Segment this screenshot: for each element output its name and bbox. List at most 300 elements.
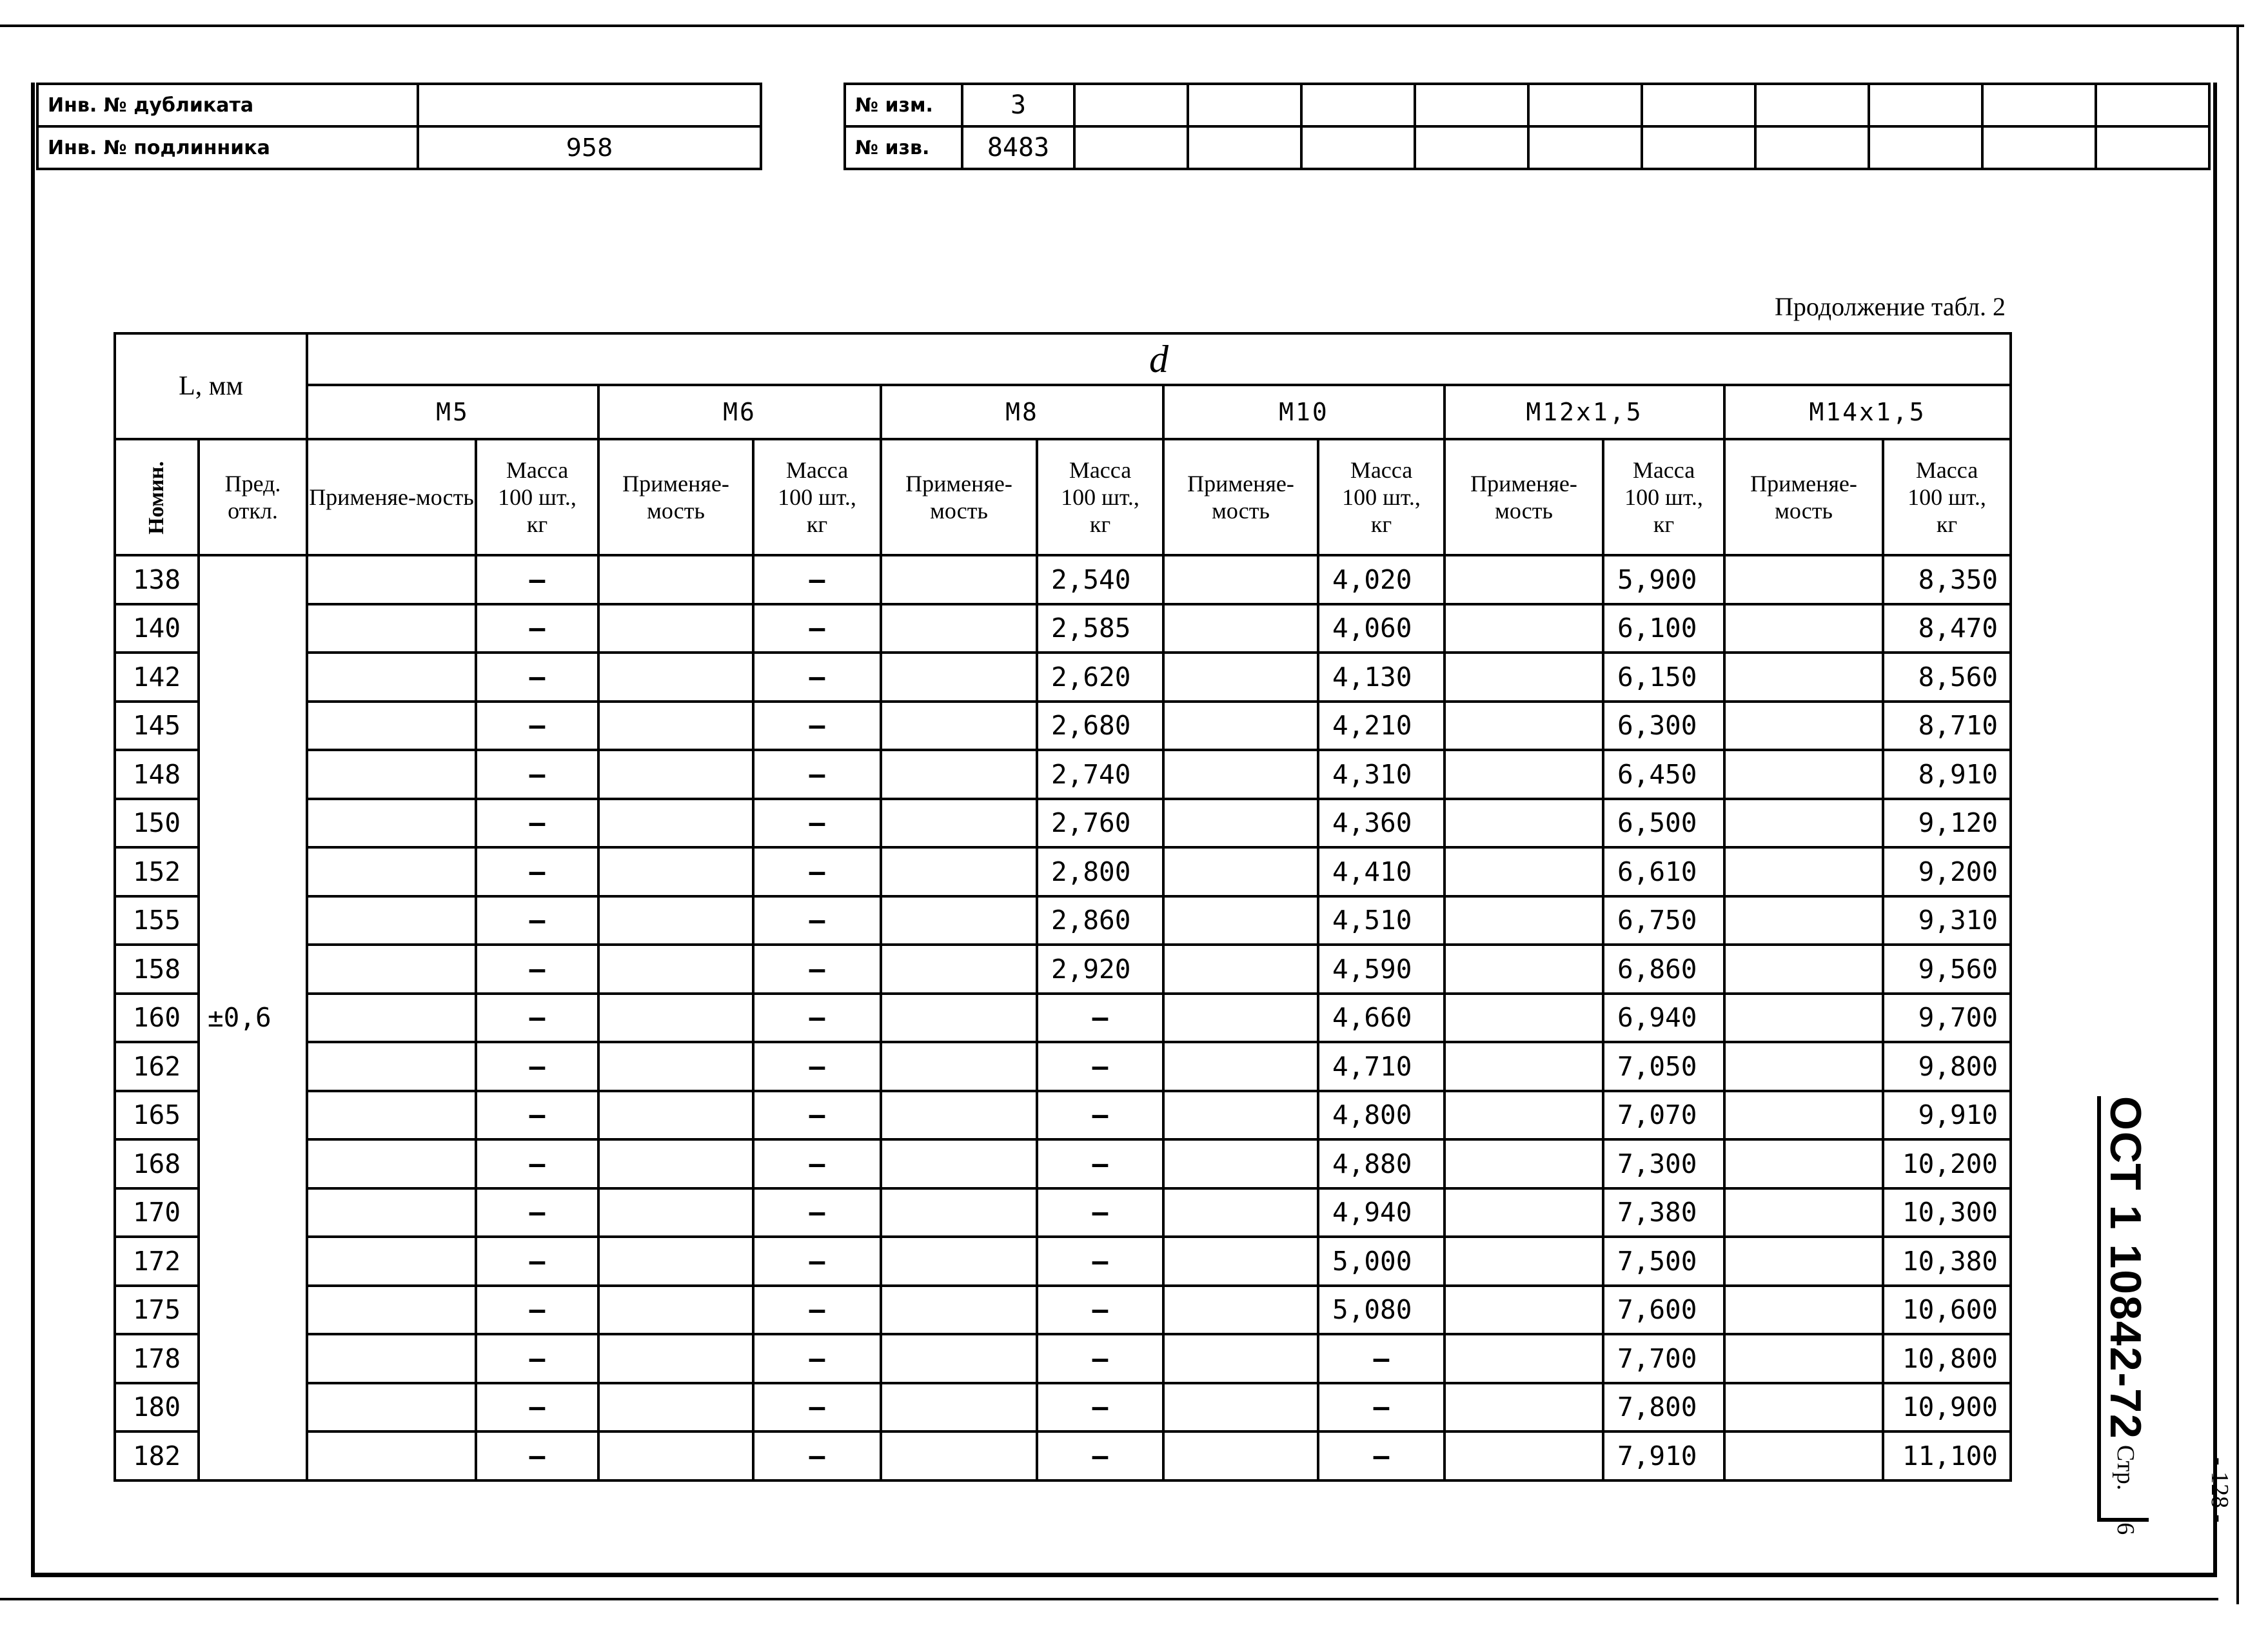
m12-mass: 6,860 (1603, 945, 1724, 994)
m6-applicability (598, 1431, 753, 1480)
table-row (115, 945, 2011, 994)
m12-applicability (1445, 1334, 1603, 1383)
m5-applicability (307, 653, 476, 702)
m6-applicability (598, 799, 753, 848)
m10-mass: 4,410 (1318, 847, 1445, 896)
tolerance-value: ±0,6 (199, 555, 307, 1480)
nominal-length: 182 (115, 1431, 199, 1480)
nominal-length: 175 (115, 1286, 199, 1335)
m10-applicability (1163, 1188, 1318, 1237)
m12-mass: 6,300 (1603, 702, 1724, 751)
m12-mass: 6,750 (1603, 896, 1724, 945)
m6-applicability (598, 1091, 753, 1140)
revision-stamp (843, 83, 2211, 170)
m6-mass: – (753, 653, 881, 702)
m14-mass: 9,310 (1883, 896, 2011, 945)
m5-mass: – (476, 1431, 598, 1480)
m14-mass: 8,470 (1883, 604, 2011, 653)
m10-applicability (1163, 896, 1318, 945)
table-continuation-caption: Продолжение табл. 2 (1775, 292, 2006, 321)
m10-applicability (1163, 847, 1318, 896)
size-header-row (115, 385, 2011, 439)
m12-mass: 7,500 (1603, 1237, 1724, 1286)
m5-applicability (307, 555, 476, 604)
m10-mass-header: Масса 100 шт., кг (1318, 439, 1445, 555)
m14-mass: 8,710 (1883, 702, 2011, 751)
m6-applicability (598, 555, 753, 604)
m14-applicability (1724, 1286, 1883, 1335)
m14-applicability (1724, 799, 1883, 848)
table-row (115, 1431, 2011, 1480)
m8-applicability (881, 994, 1037, 1043)
m6-applicability (598, 994, 753, 1043)
m6-applicability (598, 847, 753, 896)
doc-number: ОСТ 1 10842-72 (2101, 1096, 2150, 1440)
m5-mass-header: Масса 100 шт., кг (476, 439, 598, 555)
m12-mass: 5,900 (1603, 555, 1724, 604)
m8-mass: 2,585 (1037, 604, 1163, 653)
m6-applicability (598, 750, 753, 799)
d-header-row (115, 333, 2011, 385)
m12-mass: 6,450 (1603, 750, 1724, 799)
m8-applicability (881, 1091, 1037, 1140)
m6-mass: – (753, 896, 881, 945)
m14-mass: 9,200 (1883, 847, 2011, 896)
m10-applicability (1163, 555, 1318, 604)
table-row (115, 994, 2011, 1043)
original-value: 958 (418, 126, 761, 169)
m14-mass: 8,350 (1883, 555, 2011, 604)
m8-applicability (881, 896, 1037, 945)
table-row (115, 1383, 2011, 1432)
m5-applicability (307, 1431, 476, 1480)
m12-applicability (1445, 1042, 1603, 1091)
m6-applicability (598, 1237, 753, 1286)
m8-mass: – (1037, 1431, 1163, 1480)
m5-mass: – (476, 750, 598, 799)
m5-applicability (307, 1139, 476, 1188)
m6-mass: – (753, 1139, 881, 1188)
m12-mass: 7,070 (1603, 1091, 1724, 1140)
m5-applicability (307, 1188, 476, 1237)
m14-applicability (1724, 1334, 1883, 1383)
m10-applicability (1163, 799, 1318, 848)
m10-applicability (1163, 1139, 1318, 1188)
nominal-length: 165 (115, 1091, 199, 1140)
m12-mass: 6,940 (1603, 994, 1724, 1043)
m5-applicability (307, 1286, 476, 1335)
m5-mass: – (476, 1286, 598, 1335)
m5-mass: – (476, 896, 598, 945)
m6-applicability (598, 1286, 753, 1335)
m12-mass: 7,600 (1603, 1286, 1724, 1335)
table-row (115, 1334, 2011, 1383)
m5-applicability (307, 945, 476, 994)
m12-mass: 7,800 (1603, 1383, 1724, 1432)
m14-mass: 10,800 (1883, 1334, 2011, 1383)
m10-applicability (1163, 1091, 1318, 1140)
mass-table (113, 332, 2012, 1482)
table-row (115, 1237, 2011, 1286)
m12-mass: 6,500 (1603, 799, 1724, 848)
size-m10: M10 (1163, 385, 1445, 439)
m8-mass-header: Масса 100 шт., кг (1037, 439, 1163, 555)
m14-mass: 10,600 (1883, 1286, 2011, 1335)
m14-applicability (1724, 1383, 1883, 1432)
m8-applicability (881, 604, 1037, 653)
m8-mass: 2,540 (1037, 555, 1163, 604)
page-number: 6 (2112, 1522, 2139, 1535)
m14-applicability (1724, 847, 1883, 896)
m14-apply-header: Применяе-мость (1724, 439, 1883, 555)
m14-applicability (1724, 555, 1883, 604)
table-row (115, 1091, 2011, 1140)
nominal-length: 140 (115, 604, 199, 653)
sheet-number-text: - 128 - (2206, 1457, 2233, 1523)
m10-mass: 4,060 (1318, 604, 1445, 653)
m12-applicability (1445, 847, 1603, 896)
m5-mass: – (476, 604, 598, 653)
m12-mass: 7,380 (1603, 1188, 1724, 1237)
diameter-header: d (307, 333, 2011, 385)
m6-mass: – (753, 1091, 881, 1140)
m12-applicability (1445, 1431, 1603, 1480)
m14-mass: 8,910 (1883, 750, 2011, 799)
m5-mass: – (476, 1042, 598, 1091)
m6-mass: – (753, 1188, 881, 1237)
m5-mass: – (476, 1237, 598, 1286)
m8-applicability (881, 555, 1037, 604)
m6-mass: – (753, 799, 881, 848)
m8-applicability (881, 1042, 1037, 1091)
nominal-length: 178 (115, 1334, 199, 1383)
notice-row (845, 126, 2209, 169)
m10-mass: 4,130 (1318, 653, 1445, 702)
m8-applicability (881, 1334, 1037, 1383)
table-row (115, 1139, 2011, 1188)
m8-mass: – (1037, 1286, 1163, 1335)
m6-mass: – (753, 750, 881, 799)
m12-applicability (1445, 1383, 1603, 1432)
m5-applicability (307, 1091, 476, 1140)
m12-apply-header: Применяе-мость (1445, 439, 1603, 555)
bottom-border-line (0, 1598, 2218, 1600)
m14-mass: 9,560 (1883, 945, 2011, 994)
duplicate-row (37, 84, 761, 126)
nominal-length: 162 (115, 1042, 199, 1091)
size-m8: M8 (881, 385, 1163, 439)
m12-applicability (1445, 1091, 1603, 1140)
m5-applicability (307, 799, 476, 848)
m6-applicability (598, 945, 753, 994)
size-m6: M6 (598, 385, 881, 439)
m5-mass: – (476, 1139, 598, 1188)
m6-mass-header: Масса 100 шт., кг (753, 439, 881, 555)
m14-mass: 9,800 (1883, 1042, 2011, 1091)
m10-mass: – (1318, 1334, 1445, 1383)
original-row (37, 126, 761, 169)
m10-mass: 4,880 (1318, 1139, 1445, 1188)
m12-mass: 7,700 (1603, 1334, 1724, 1383)
nominal-length: 155 (115, 896, 199, 945)
m14-applicability (1724, 1237, 1883, 1286)
nominal-length: 170 (115, 1188, 199, 1237)
length-header-text: L, мм (179, 371, 243, 401)
m14-applicability (1724, 945, 1883, 994)
notice-value: 8483 (962, 126, 1074, 169)
inventory-stamp (36, 83, 762, 170)
m6-applicability (598, 604, 753, 653)
m14-applicability (1724, 1431, 1883, 1480)
m8-applicability (881, 1431, 1037, 1480)
m10-applicability (1163, 604, 1318, 653)
table-row (115, 604, 2011, 653)
doc-stamp (2095, 1096, 2156, 1535)
m5-applicability (307, 1237, 476, 1286)
m10-mass: 4,710 (1318, 1042, 1445, 1091)
nominal-length: 160 (115, 994, 199, 1043)
m12-applicability (1445, 750, 1603, 799)
m10-applicability (1163, 702, 1318, 751)
m5-mass: – (476, 555, 598, 604)
m14-applicability (1724, 1188, 1883, 1237)
m6-applicability (598, 1334, 753, 1383)
m6-mass: – (753, 945, 881, 994)
m5-mass: – (476, 994, 598, 1043)
table-body (115, 555, 2011, 1480)
m6-applicability (598, 653, 753, 702)
m6-mass: – (753, 604, 881, 653)
m6-applicability (598, 1383, 753, 1432)
m14-applicability (1724, 750, 1883, 799)
table-row (115, 750, 2011, 799)
m14-mass: 11,100 (1883, 1431, 2011, 1480)
m6-applicability (598, 1042, 753, 1091)
m5-apply-header: Применяе-мость (307, 439, 476, 555)
m5-mass: – (476, 1091, 598, 1140)
m10-mass: 4,660 (1318, 994, 1445, 1043)
m14-applicability (1724, 994, 1883, 1043)
m8-mass: 2,680 (1037, 702, 1163, 751)
m8-mass: – (1037, 1091, 1163, 1140)
m6-mass: – (753, 847, 881, 896)
m10-applicability (1163, 1237, 1318, 1286)
m14-mass: 9,910 (1883, 1091, 2011, 1140)
m5-applicability (307, 1042, 476, 1091)
m8-applicability (881, 1237, 1037, 1286)
m6-mass: – (753, 1383, 881, 1432)
m14-mass: 10,380 (1883, 1237, 2011, 1286)
m12-applicability (1445, 945, 1603, 994)
m10-mass: – (1318, 1431, 1445, 1480)
m14-applicability (1724, 702, 1883, 751)
m12-mass: 7,300 (1603, 1139, 1724, 1188)
m6-applicability (598, 1188, 753, 1237)
m14-applicability (1724, 604, 1883, 653)
m8-apply-header: Применяе-мость (881, 439, 1037, 555)
m5-mass: – (476, 1188, 598, 1237)
m5-applicability (307, 994, 476, 1043)
m12-mass-header: Масса 100 шт., кг (1603, 439, 1724, 555)
table-row (115, 1042, 2011, 1091)
m6-mass: – (753, 1431, 881, 1480)
tolerance-header: Пред. откл. (199, 439, 307, 555)
table-row (115, 847, 2011, 896)
m14-applicability (1724, 653, 1883, 702)
m12-mass: 7,050 (1603, 1042, 1724, 1091)
m14-mass: 10,300 (1883, 1188, 2011, 1237)
nominal-length: 168 (115, 1139, 199, 1188)
size-m5: M5 (307, 385, 598, 439)
m10-applicability (1163, 945, 1318, 994)
change-row (845, 84, 2209, 126)
m14-mass: 10,200 (1883, 1139, 2011, 1188)
m6-mass: – (753, 1237, 881, 1286)
m8-applicability (881, 1286, 1037, 1335)
nominal-length: 180 (115, 1383, 199, 1432)
original-label: Инв. № подлинника (37, 126, 418, 169)
m6-applicability (598, 1139, 753, 1188)
m10-applicability (1163, 1383, 1318, 1432)
m5-mass: – (476, 1383, 598, 1432)
m5-applicability (307, 1383, 476, 1432)
m8-applicability (881, 799, 1037, 848)
m10-applicability (1163, 1334, 1318, 1383)
m5-applicability (307, 847, 476, 896)
m10-mass: 5,080 (1318, 1286, 1445, 1335)
m12-applicability (1445, 1286, 1603, 1335)
m12-applicability (1445, 1139, 1603, 1188)
duplicate-label: Инв. № дубликата (37, 84, 418, 126)
m6-mass: – (753, 994, 881, 1043)
m10-mass: 4,590 (1318, 945, 1445, 994)
table-row (115, 555, 2011, 604)
size-m12: M12x1,5 (1445, 385, 1724, 439)
table-row (115, 1188, 2011, 1237)
m6-mass: – (753, 1334, 881, 1383)
m12-applicability (1445, 1188, 1603, 1237)
nominal-length: 158 (115, 945, 199, 994)
right-border-line (2236, 25, 2239, 1604)
change-label: № изм. (845, 84, 962, 126)
m12-applicability (1445, 896, 1603, 945)
change-value: 3 (962, 84, 1074, 126)
m5-mass: – (476, 1334, 598, 1383)
m8-applicability (881, 1188, 1037, 1237)
m12-applicability (1445, 702, 1603, 751)
m10-mass: 4,360 (1318, 799, 1445, 848)
m8-mass: 2,860 (1037, 896, 1163, 945)
nominal-length: 145 (115, 702, 199, 751)
m10-applicability (1163, 653, 1318, 702)
m8-mass: 2,760 (1037, 799, 1163, 848)
sub-header-row (115, 439, 2011, 555)
m8-mass: 2,620 (1037, 653, 1163, 702)
table-row (115, 1286, 2011, 1335)
m10-mass: 4,020 (1318, 555, 1445, 604)
m5-mass: – (476, 799, 598, 848)
m8-applicability (881, 847, 1037, 896)
m8-mass: – (1037, 1139, 1163, 1188)
m12-applicability (1445, 1237, 1603, 1286)
m10-apply-header: Применяе-мость (1163, 439, 1318, 555)
m10-applicability (1163, 1042, 1318, 1091)
m12-applicability (1445, 555, 1603, 604)
m10-applicability (1163, 1286, 1318, 1335)
sheet-number (2195, 1457, 2234, 1599)
m5-mass: – (476, 945, 598, 994)
m12-applicability (1445, 994, 1603, 1043)
m8-mass: 2,800 (1037, 847, 1163, 896)
nominal-length: 150 (115, 799, 199, 848)
m6-mass: – (753, 1042, 881, 1091)
nominal-length: 148 (115, 750, 199, 799)
m12-mass: 6,610 (1603, 847, 1724, 896)
m10-mass: 4,210 (1318, 702, 1445, 751)
m8-applicability (881, 653, 1037, 702)
m5-applicability (307, 702, 476, 751)
m8-mass: – (1037, 1334, 1163, 1383)
m12-mass: 7,910 (1603, 1431, 1724, 1480)
m12-mass: 6,150 (1603, 653, 1724, 702)
m14-applicability (1724, 1091, 1883, 1140)
m6-applicability (598, 702, 753, 751)
m12-mass: 6,100 (1603, 604, 1724, 653)
m10-mass: 4,940 (1318, 1188, 1445, 1237)
size-m14: M14x1,5 (1724, 385, 2011, 439)
table-row (115, 896, 2011, 945)
m6-apply-header: Применяе-мость (598, 439, 753, 555)
m10-mass: 4,310 (1318, 750, 1445, 799)
m10-applicability (1163, 750, 1318, 799)
m5-applicability (307, 604, 476, 653)
m5-mass: – (476, 847, 598, 896)
nominal-length: 152 (115, 847, 199, 896)
duplicate-value (418, 84, 761, 126)
m8-mass: – (1037, 1237, 1163, 1286)
m14-mass: 9,700 (1883, 994, 2011, 1043)
m10-mass: 5,000 (1318, 1237, 1445, 1286)
m12-applicability (1445, 653, 1603, 702)
notice-label: № изв. (845, 126, 962, 169)
m12-applicability (1445, 799, 1603, 848)
nominal-header: Номин. (115, 439, 199, 555)
m10-mass: 4,800 (1318, 1091, 1445, 1140)
m8-mass: 2,920 (1037, 945, 1163, 994)
m8-mass: 2,740 (1037, 750, 1163, 799)
m8-mass: – (1037, 994, 1163, 1043)
m6-mass: – (753, 1286, 881, 1335)
m8-applicability (881, 750, 1037, 799)
m8-mass: – (1037, 1188, 1163, 1237)
m14-mass: 9,120 (1883, 799, 2011, 848)
nominal-length: 142 (115, 653, 199, 702)
m10-mass: 4,510 (1318, 896, 1445, 945)
m6-mass: – (753, 702, 881, 751)
m10-applicability (1163, 1431, 1318, 1480)
m8-applicability (881, 702, 1037, 751)
m10-mass: – (1318, 1383, 1445, 1432)
top-border-line (0, 25, 2244, 27)
m5-mass: – (476, 653, 598, 702)
m8-mass: – (1037, 1042, 1163, 1091)
m6-mass: – (753, 555, 881, 604)
table-row (115, 653, 2011, 702)
m8-mass: – (1037, 1383, 1163, 1432)
m10-applicability (1163, 994, 1318, 1043)
m14-applicability (1724, 896, 1883, 945)
table-row (115, 702, 2011, 751)
